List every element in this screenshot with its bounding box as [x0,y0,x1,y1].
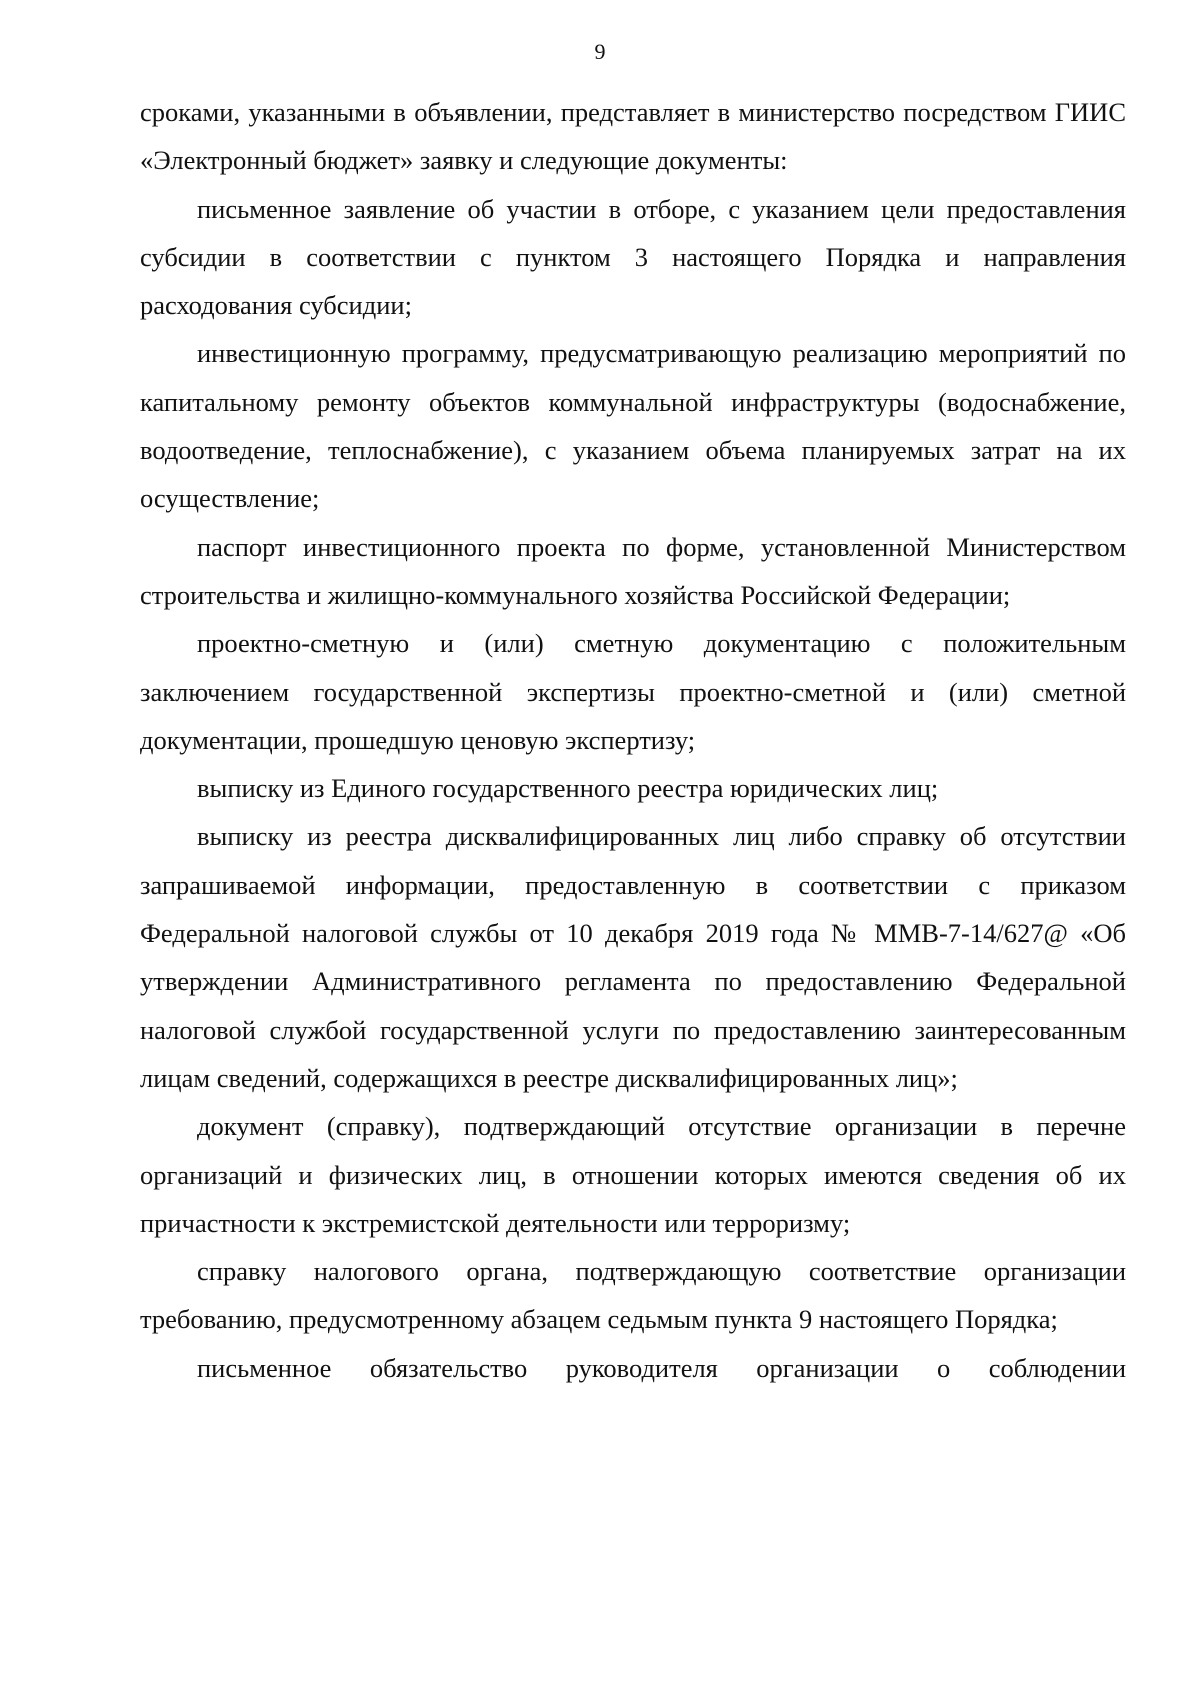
paragraph-extremism-certificate: документ (справку), подтверждающий отсутствие организации в перечне организаций и физических лиц, в отношении которых имеются сведения об их причастности к экстремистской деятельности или терроризму; [140,1111,1126,1238]
paragraph-continuation: сроками, указанными в объявлении, представляет в министерство посредством ГИИС «Электронный бюджет» заявку и следующие документы: [140,97,1126,176]
paragraph-investment-program: инвестиционную программу, предусматривающую реализацию мероприятий по капитальному ремонту объектов коммунальной инфраструктуры (водоснабжение, водоотведение, теплоснабжение), с указанием объема планируемых затрат на их осуществление; [140,338,1126,514]
paragraph-egrul-extract: выписку из Единого государственного реестра юридических лиц; [197,773,939,804]
paragraph-written-application: письменное заявление об участии в отборе, с указанием цели предоставления субсидии в соответствии с пунктом 3 настоящего Порядка и направления расходования субсидии; [140,193,1126,321]
paragraph-disqualified-registry: выписку из реестра дисквалифицированных лиц либо справку об отсутствии запрашиваемой информации, предоставленную в соответствии с приказом Федеральной налоговой службы от 10 декабря 2019 года № ММВ-7-14/627@ «Об утверждении Административного регламента по предоставлению Федеральной налоговой службой государственной услуги по предоставлению заинтересованным лицам сведений, содержащихся в реестре дисквалифицированных лиц»; [140,821,1126,1093]
paragraph-written-obligation: письменное обязательство руководителя организации о соблюдении [197,1352,1126,1383]
paragraph-investment-passport: паспорт инвестиционного проекта по форме, установленной Министерством строительства и жилищно-коммунального хозяйства Российской Федерации; [140,531,1126,610]
paragraph-tax-certificate: справку налогового органа, подтверждающую соответствие организации требованию, предусмотренному абзацем седьмым пункта 9 настоящего Порядка; [140,1256,1126,1335]
document-body [140,88,1126,1392]
paragraph-design-documentation: проектно-сметную и (или) сметную документацию с положительным заключением государственной экспертизы проектно-сметной и (или) сметной документации, прошедшую ценовую экспертизу; [140,628,1126,755]
page-number: 9 [594,39,606,64]
